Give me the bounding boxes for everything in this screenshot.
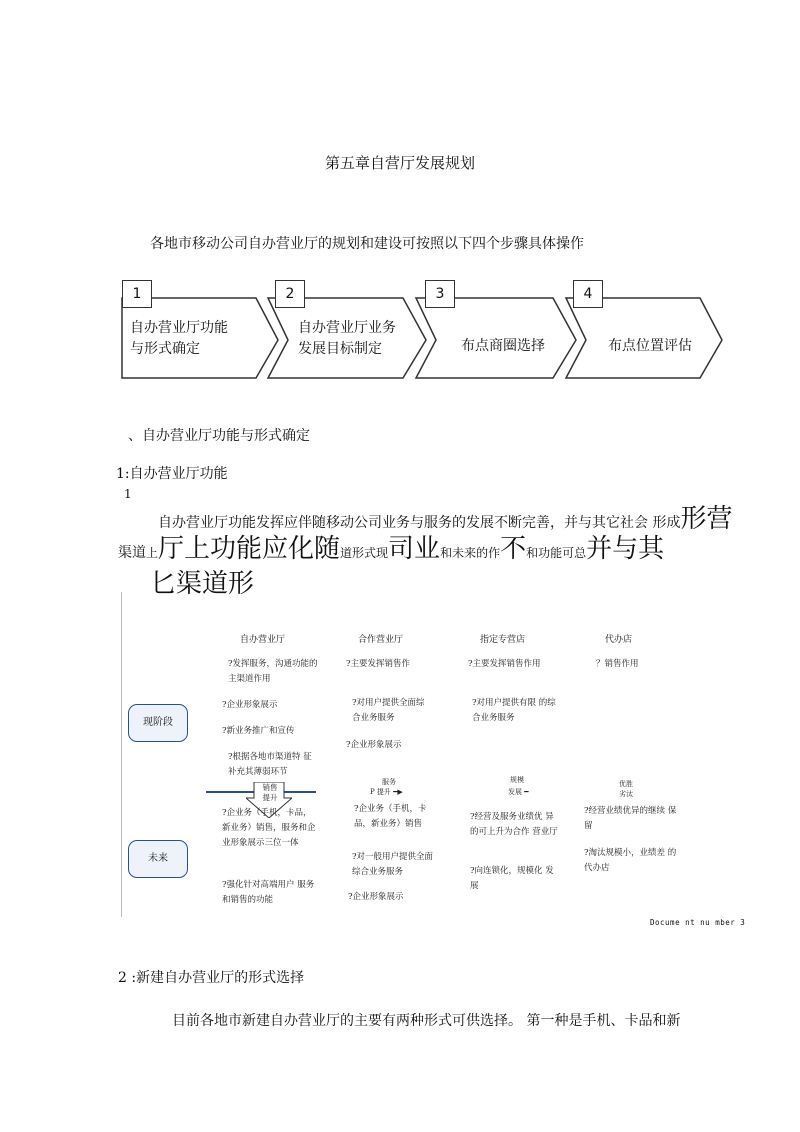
page-title: 第五章自营厅发展规划 xyxy=(324,154,475,172)
channel-comparison-figure xyxy=(118,592,738,917)
now-partner-1: ?主要发挥销售作 xyxy=(346,659,411,669)
para-big-text: 厅上功能应化随 xyxy=(158,534,341,564)
step-1-number: 1 xyxy=(122,280,152,308)
transition-service: 服务 xyxy=(382,778,396,786)
stage-current: 现阶段 xyxy=(128,704,188,742)
step-2-label: 自办营业厅业务发展目标制定 xyxy=(298,320,396,357)
figure-left-border xyxy=(121,592,122,917)
para-text: 和未来的作 xyxy=(440,546,501,560)
future-agent-2: ?淘汰规模小，业绩差 的代办店 xyxy=(584,848,677,873)
para-text: 自办营业厅功能发挥应伴随移动公司业务与服务的发展不断完善，并与其它社会 形成 xyxy=(158,515,681,531)
transition-service-sub: P 提升 ━▶ xyxy=(370,788,403,796)
transition-scale: 规模 xyxy=(510,776,524,784)
para-text: 和功能可总 xyxy=(526,546,587,560)
step-2-number: 2 xyxy=(275,280,305,308)
now-self-run-1: ?发挥服务，沟通功能的主渠道作用 xyxy=(228,659,318,684)
intro-paragraph: 各地市移动公司自办营业厅的规划和建设可按照以下四个步骤具体操作 xyxy=(150,236,584,252)
section-1-heading: 、自办营业厅功能与形式确定 xyxy=(128,428,310,444)
future-designated-2: ?向连锁化，规模化 发展 xyxy=(470,866,554,891)
subsection-1-title: 1:自办营业厅功能 xyxy=(116,466,228,482)
step-4-number: 4 xyxy=(573,280,603,308)
para-big-text: 形营 xyxy=(680,504,733,534)
future-partner-2: ?对一般用户提供全面综合业务服务 xyxy=(352,852,434,877)
now-partner-3: ?企业形象展示 xyxy=(346,740,402,750)
now-agent-1: ？销售作用 xyxy=(596,659,639,669)
para-text: 上 xyxy=(146,546,159,560)
transition-scale-sub: 发展 ━ xyxy=(508,788,529,796)
subsection-1-number: 1 xyxy=(124,487,132,501)
document-number-footer: Docume nt nu mber 3 xyxy=(650,918,746,927)
future-agent-1: ?经营业绩优异的继续 保留 xyxy=(584,806,677,831)
paragraph-line-2 xyxy=(118,528,664,565)
transition-exit: 优胜 xyxy=(619,780,633,788)
now-self-run-3: ?新业务推广和宣传 xyxy=(222,726,295,736)
step-3-label: 布点商圈选择 xyxy=(461,338,545,354)
para-big-text: 不 xyxy=(500,534,527,564)
now-designated-2: ?对用户提供有限 的综合业务服务 xyxy=(472,698,556,723)
step-4-label: 布点位置评估 xyxy=(608,338,692,354)
future-partner-3: ?企业形象展示 xyxy=(348,892,404,902)
column-header-designated: 指定专营店 xyxy=(480,635,526,645)
future-partner-1: ?企业务（手机，卡品，新业务）销售 xyxy=(354,804,427,829)
now-designated-1: ?主要发挥销售作用 xyxy=(468,659,541,669)
column-header-self-run: 自办营业厅 xyxy=(240,635,286,645)
column-header-partner: 合作营业厅 xyxy=(358,635,404,645)
para-text: 道形式现 xyxy=(340,546,389,560)
arrow-label: 销售提升 xyxy=(262,783,278,802)
step-1-label: 自办营业厅功能与形式确定 xyxy=(130,320,228,357)
subsection-2-title: 2 :新建自办营业厅的形式选择 xyxy=(118,970,305,986)
para-big-text: 司业 xyxy=(388,534,441,564)
para-big-text: 匕渠道形 xyxy=(150,569,255,599)
para-text: 渠道 xyxy=(118,545,146,561)
closing-paragraph: 目前各地市新建自办营业厅的主要有两种形式可供选择。 第一种是手机、卡品和新 xyxy=(172,1013,681,1029)
stage-future: 未来 xyxy=(128,840,188,878)
future-self-run-2: ?强化针对高端用户 服务和销售的功能 xyxy=(222,880,315,905)
process-flow xyxy=(118,268,728,388)
column-header-agent: 代办店 xyxy=(605,635,633,645)
now-self-run-2: ?企业形象展示 xyxy=(222,700,278,710)
future-designated-1: ?经营及服务业绩优 异的可上升为合作 营业厅 xyxy=(470,812,558,837)
step-3-number: 3 xyxy=(425,280,455,308)
future-self-run-1: ?企业务（手机，卡品，新业务）销售，服务和企业形象展示三位一体 xyxy=(222,808,316,848)
para-big-text: 并与其 xyxy=(586,534,665,564)
now-self-run-4: ?根据各地市渠道特 征补充其薄弱环节 xyxy=(228,752,312,777)
now-partner-2: ?对用户提供全面综合业务服务 xyxy=(352,698,425,723)
transition-exit-sub: 劣汰 xyxy=(619,790,633,798)
